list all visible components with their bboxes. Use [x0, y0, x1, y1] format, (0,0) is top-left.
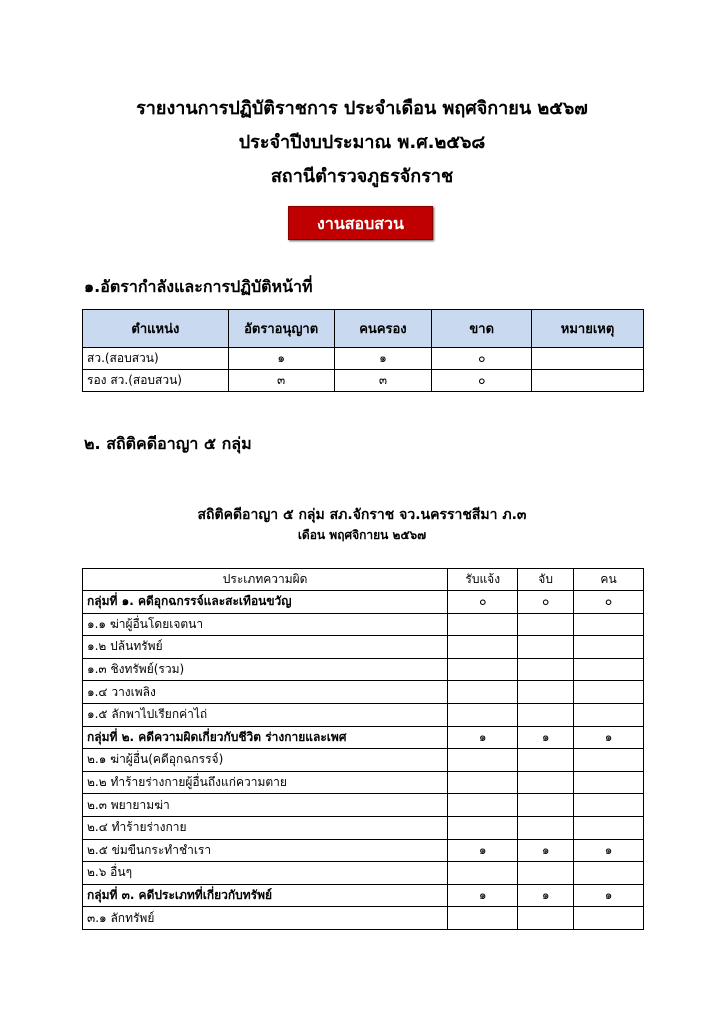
- col-authorized: อัตราอนุญาต: [228, 310, 334, 348]
- cell-reported: [448, 681, 518, 704]
- cell-arrested: [518, 816, 574, 839]
- cell-offense: ๒.๔ ทำร้ายร่างกาย: [83, 816, 448, 839]
- staffing-table: [82, 309, 644, 392]
- cell-occupied: ๓: [334, 370, 432, 392]
- cell-arrested: [518, 658, 574, 681]
- cell-arrested: [518, 749, 574, 772]
- cell-reported: [448, 816, 518, 839]
- table-row: [83, 839, 644, 862]
- cell-offense: ๑.๒ ปล้นทรัพย์: [83, 636, 448, 659]
- table-row: [83, 613, 644, 636]
- cell-arrested: [518, 681, 574, 704]
- stats-title-block: [0, 505, 724, 545]
- cell-arrested: ๑: [518, 839, 574, 862]
- table-row: [83, 681, 644, 704]
- crime-header-row: [83, 569, 644, 591]
- col-remarks: หมายเหตุ: [532, 310, 644, 348]
- cell-reported: [448, 794, 518, 817]
- cell-reported: [448, 862, 518, 885]
- stats-table-title: สถิติคดีอาญา ๕ กลุ่ม สภ.จักราช จว.นครราชสีมา ภ.๓: [197, 507, 527, 523]
- table-row: [83, 636, 644, 659]
- staffing-header-row: [83, 310, 644, 348]
- cell-persons: [574, 794, 644, 817]
- cell-arrested: [518, 907, 574, 930]
- cell-remarks: [532, 348, 644, 370]
- cell-occupied: ๑: [334, 348, 432, 370]
- cell-arrested: ๐: [518, 591, 574, 614]
- table-row: [83, 771, 644, 794]
- stats-table-subtitle: เดือน พฤศจิกายน ๒๕๖๗: [297, 528, 427, 542]
- cell-persons: ๑: [574, 884, 644, 907]
- cell-offense: ๑.๓ ชิงทรัพย์(รวม): [83, 658, 448, 681]
- col-occupied: คนครอง: [334, 310, 432, 348]
- cell-arrested: [518, 636, 574, 659]
- cell-arrested: ๑: [518, 726, 574, 749]
- department-badge: งานสอบสวน: [288, 206, 433, 240]
- cell-reported: [448, 907, 518, 930]
- group-row: [83, 726, 644, 749]
- cell-reported: [448, 613, 518, 636]
- cell-persons: [574, 816, 644, 839]
- section1-heading: ๑.อัตรากำลังและการปฏิบัติหน้าที่: [84, 277, 313, 296]
- table-row: [83, 794, 644, 817]
- cell-persons: ๑: [574, 839, 644, 862]
- crime-table-body: [83, 591, 644, 930]
- cell-vacant: ๐: [432, 348, 532, 370]
- cell-persons: [574, 907, 644, 930]
- cell-authorized: ๓: [228, 370, 334, 392]
- table-row: [83, 703, 644, 726]
- cell-remarks: [532, 370, 644, 392]
- cell-persons: [574, 862, 644, 885]
- cell-position: สว.(สอบสวน): [83, 348, 229, 370]
- col-persons: คน: [574, 569, 644, 591]
- table-row: [83, 370, 644, 392]
- col-position: ตำแหน่ง: [83, 310, 229, 348]
- cell-offense: ๒.๑ ฆ่าผู้อื่น(คดีอุกฉกรรจ์): [83, 749, 448, 772]
- cell-persons: ๐: [574, 591, 644, 614]
- table-row: [83, 862, 644, 885]
- group-row: [83, 591, 644, 614]
- cell-reported: ๑: [448, 726, 518, 749]
- cell-offense: ๒.๕ ข่มขืนกระทำชำเรา: [83, 839, 448, 862]
- group-row: [83, 884, 644, 907]
- col-reported: รับแจ้ง: [448, 569, 518, 591]
- cell-persons: [574, 703, 644, 726]
- cell-reported: [448, 749, 518, 772]
- table-row: [83, 749, 644, 772]
- cell-reported: [448, 703, 518, 726]
- cell-authorized: ๑: [228, 348, 334, 370]
- cell-vacant: ๐: [432, 370, 532, 392]
- cell-reported: [448, 636, 518, 659]
- cell-offense: ๑.๑ ฆ่าผู้อื่นโดยเจตนา: [83, 613, 448, 636]
- cell-reported: [448, 658, 518, 681]
- cell-arrested: [518, 703, 574, 726]
- cell-arrested: ๑: [518, 884, 574, 907]
- table-row: [83, 816, 644, 839]
- cell-offense: ๓.๑ ลักทรัพย์: [83, 907, 448, 930]
- cell-position: รอง สว.(สอบสวน): [83, 370, 229, 392]
- cell-offense: ๑.๕ ลักพาไปเรียกค่าไถ่: [83, 703, 448, 726]
- report-title: รายงานการปฏิบัติราชการ ประจำเดือน พฤศจิกายน ๒๕๖๗: [136, 98, 588, 119]
- cell-persons: [574, 636, 644, 659]
- cell-reported: ๑: [448, 839, 518, 862]
- col-offense-type: ประเภทความผิด: [83, 569, 448, 591]
- cell-offense: ๑.๔ วางเพลิง: [83, 681, 448, 704]
- cell-offense: ๒.๒ ทำร้ายร่างกายผู้อื่นถึงแก่ความตาย: [83, 771, 448, 794]
- cell-offense: กลุ่มที่ ๒. คดีความผิดเกี่ยวกับชีวิต ร่างกายและเพศ: [83, 726, 448, 749]
- col-vacant: ขาด: [432, 310, 532, 348]
- cell-reported: ๐: [448, 591, 518, 614]
- cell-reported: ๑: [448, 884, 518, 907]
- cell-arrested: [518, 771, 574, 794]
- crime-stats-table: [82, 568, 644, 930]
- col-arrested: จับ: [518, 569, 574, 591]
- fiscal-year: ประจำปีงบประมาณ พ.ศ.๒๕๖๘: [238, 132, 486, 153]
- report-header: [0, 92, 724, 194]
- cell-arrested: [518, 862, 574, 885]
- cell-offense: ๒.๓ พยายามฆ่า: [83, 794, 448, 817]
- table-row: [83, 658, 644, 681]
- cell-offense: กลุ่มที่ ๑. คดีอุกฉกรรจ์และสะเทือนขวัญ: [83, 591, 448, 614]
- cell-arrested: [518, 613, 574, 636]
- cell-persons: [574, 749, 644, 772]
- table-row: [83, 907, 644, 930]
- cell-persons: [574, 658, 644, 681]
- cell-offense: กลุ่มที่ ๓. คดีประเภทที่เกี่ยวกับทรัพย์: [83, 884, 448, 907]
- cell-persons: [574, 613, 644, 636]
- cell-persons: [574, 681, 644, 704]
- cell-offense: ๒.๖ อื่นๆ: [83, 862, 448, 885]
- cell-persons: [574, 771, 644, 794]
- section2-heading: ๒. สถิติคดีอาญา ๕ กลุ่ม: [84, 434, 252, 453]
- cell-persons: ๑: [574, 726, 644, 749]
- cell-reported: [448, 771, 518, 794]
- table-row: [83, 348, 644, 370]
- station-name: สถานีตำรวจภูธรจักราช: [270, 166, 454, 187]
- cell-arrested: [518, 794, 574, 817]
